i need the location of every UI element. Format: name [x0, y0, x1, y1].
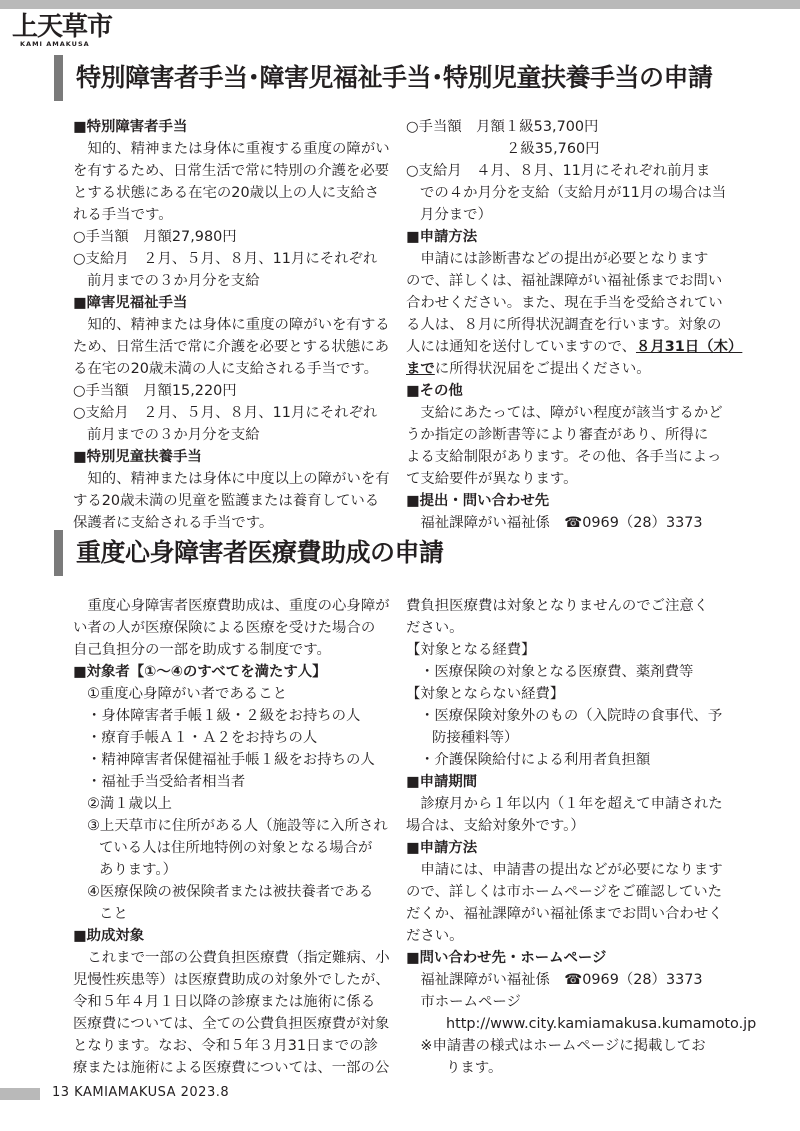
text-line: ・身体障害者手帳１級・２級をお持ちの人 [87, 708, 361, 724]
logo-title: 上天草市 [12, 12, 113, 42]
text-line: これまで一部の公費負担医療費（指定難病、小 [73, 950, 390, 966]
text-line: ○支給月 ４月、８月、11月にそれぞれ前月ま [406, 163, 711, 179]
deadline-date: ８月31日（木） [635, 339, 743, 355]
section1-right-column [406, 116, 743, 534]
text-line: 合わせください。また、現在手当を受給されてい [406, 295, 723, 311]
text-line: 防接種料等） [432, 730, 519, 746]
text-line: 重度心身障害者医療費助成は、重度の心身障が [73, 598, 390, 614]
text-line: 前月までの３か月分を支給 [87, 427, 260, 443]
section1-right-b [406, 380, 736, 534]
section2-right-column [406, 595, 757, 1079]
deadline-pre: 人には通知を送付していますので、 [406, 339, 636, 355]
text-line: あります。） [99, 862, 177, 878]
section1-right-a [406, 116, 736, 336]
text-line: ○支給月 ２月、５月、８月、11月にそれぞれ [73, 251, 378, 267]
text-line: る人は、８月に所得状況調査を行います。対象の [406, 317, 722, 333]
text-line: ります。 [446, 1060, 503, 1076]
text-line: とする状態にある在宅の20歳以上の人に支給さ [73, 185, 380, 201]
text-line: ①重度心身障がい者であること [87, 686, 287, 702]
text-line: 令和５年４月１日以降の診療または施術に係る [73, 994, 376, 1010]
text-line: て支給要件が異なります。 [406, 471, 578, 487]
section2-marker [54, 530, 63, 576]
text-line: 月分まで） [420, 207, 492, 223]
text-line: 市ホームページ [406, 994, 521, 1010]
section-heading: ■申請方法 [406, 840, 478, 856]
text-line: ○手当額 月額15,220円 [73, 383, 237, 399]
text-line: ・医療保険の対象となる医療費、薬剤費等 [420, 664, 694, 680]
text-line: ※申請書の様式はホームページに掲載してお [406, 1038, 706, 1054]
text-line: ③上天草市に住所がある人（施設等に入所され [87, 818, 388, 834]
text-line: 費負担医療費は対象となりませんのでご注意く [406, 598, 709, 614]
section-heading: ■障害児福祉手当 [73, 295, 188, 311]
top-bar [0, 0, 800, 9]
text-line: 【対象となる経費】 [406, 642, 536, 658]
text-line: い者の人が医療保険による医療を受けた場合の [73, 620, 376, 636]
text-line: ・医療保険対象外のもの（入院時の食事代、予 [420, 708, 723, 724]
text-line: 福祉課障がい福祉係 ☎0969（28）3373 [406, 515, 703, 531]
deadline-line-2 [406, 358, 736, 380]
section2-title: 重度心身障害者医療費助成の申請 [76, 538, 444, 567]
text-line: を有するため、日常生活で常に特別の介護を必要 [73, 163, 390, 179]
text-line: 申請には診断書などの提出が必要となります [406, 251, 709, 267]
section1-title: 特別障害者手当･障害児福祉手当･特別児童扶養手当の申請 [76, 63, 713, 92]
page-footer: 13 KAMIAMAKUSA 2023.8 [52, 1085, 230, 1100]
logo [12, 14, 122, 46]
text-line: ・療育手帳Ａ１・Ａ２をお持ちの人 [87, 730, 318, 746]
text-line: こと [99, 906, 128, 922]
section-heading: ■提出・問い合わせ先 [406, 493, 550, 509]
text-line: 児慢性疾患等）は医療費助成の対象外でしたが、 [73, 972, 390, 988]
section-heading: ■申請期間 [406, 774, 478, 790]
section-heading: ■対象者【①～④のすべてを満たす人】 [73, 664, 327, 680]
text-line: ださい。 [406, 928, 464, 944]
text-line: ので、詳しくは、福祉課障がい福祉係までお問い [406, 273, 723, 289]
text-line: 知的、精神または身体に重度の障がいを有する [73, 317, 390, 333]
text-line: ２級35,760円 [506, 141, 600, 157]
section-heading: ■問い合わせ先・ホームページ [406, 950, 607, 966]
text-line: 保護者に支給される手当です。 [73, 515, 274, 531]
text-line: 知的、精神または身体に中度以上の障がいを有 [73, 471, 390, 487]
footer-bar [0, 1088, 40, 1100]
section-heading: ■助成対象 [73, 928, 145, 944]
text-line: れる手当です。 [73, 207, 173, 223]
section-heading: ■その他 [406, 383, 463, 399]
section2-left-column [73, 595, 393, 1079]
section1-left-column [73, 116, 393, 534]
text-line: 申請には、申請書の提出などが必要になります [406, 862, 723, 878]
text-line: 前月までの３か月分を支給 [87, 273, 260, 289]
text-line: よる支給制限があります。その他、各手当によっ [406, 449, 722, 465]
deadline-line-1 [406, 336, 743, 358]
section-heading: ■特別障害者手当 [73, 119, 188, 135]
text-line: 知的、精神または身体に重複する重度の障がい [73, 141, 390, 157]
text-line: ②満１歳以上 [87, 796, 172, 812]
section-heading: ■特別児童扶養手当 [73, 449, 202, 465]
text-line: ・福祉手当受給者相当者 [87, 774, 246, 790]
section-heading: ■申請方法 [406, 229, 478, 245]
text-line: ○手当額 月額１級53,700円 [406, 119, 599, 135]
text-line: ・精神障害者保健福祉手帳１級をお持ちの人 [87, 752, 375, 768]
text-line: だくか、福祉課障がい福祉係までお問い合わせく [406, 906, 723, 922]
text-line: 療または施術による医療費については、一部の公 [73, 1060, 390, 1076]
text-line: 自己負担分の一部を助成する制度です。 [73, 642, 331, 658]
text-line: ④医療保険の被保険者または被扶養者である [87, 884, 374, 900]
text-line: する20歳未満の児童を監護または養育している [73, 493, 380, 509]
text-line: での４か月分を支給（支給月が11月の場合は当 [420, 185, 727, 201]
text-line: 診療月から１年以内（１年を超えて申請された [406, 796, 723, 812]
text-line: 医療費については、全ての公費負担医療費が対象 [73, 1016, 390, 1032]
text-line: ださい。 [406, 620, 464, 636]
deadline-post: に所得状況届をご提出ください。 [434, 361, 651, 377]
text-line: 支給にあたっては、障がい程度が該当するかど [406, 405, 723, 421]
text-line: http://www.city.kamiamakusa.kumamoto.jp [446, 1016, 757, 1032]
text-line: うか指定の診断書等により審査があり、所得に [406, 427, 709, 443]
deadline-until: まで [406, 361, 435, 377]
text-line: ている人は住所地特例の対象となる場合が [99, 840, 373, 856]
text-line: 【対象とならない経費】 [406, 686, 565, 702]
text-line: となります。なお、令和５年３月31日までの診 [73, 1038, 378, 1054]
text-line: る在宅の20歳未満の人に支給される手当です。 [73, 361, 378, 377]
text-line: ・介護保険給付による利用者負担額 [420, 752, 651, 768]
text-line: ○支給月 ２月、５月、８月、11月にそれぞれ [73, 405, 378, 421]
logo-subtitle: KAMI AMAKUSA [20, 40, 90, 48]
text-line: ため、日常生活で常に介護を必要とする状態にあ [73, 339, 390, 355]
text-line: ので、詳しくは市ホームページをご確認していた [406, 884, 723, 900]
text-line: 福祉課障がい福祉係 ☎0969（28）3373 [406, 972, 703, 988]
text-line: 場合は、支給対象外です。） [406, 818, 585, 834]
text-line: ○手当額 月額27,980円 [73, 229, 237, 245]
section1-marker [54, 55, 63, 101]
